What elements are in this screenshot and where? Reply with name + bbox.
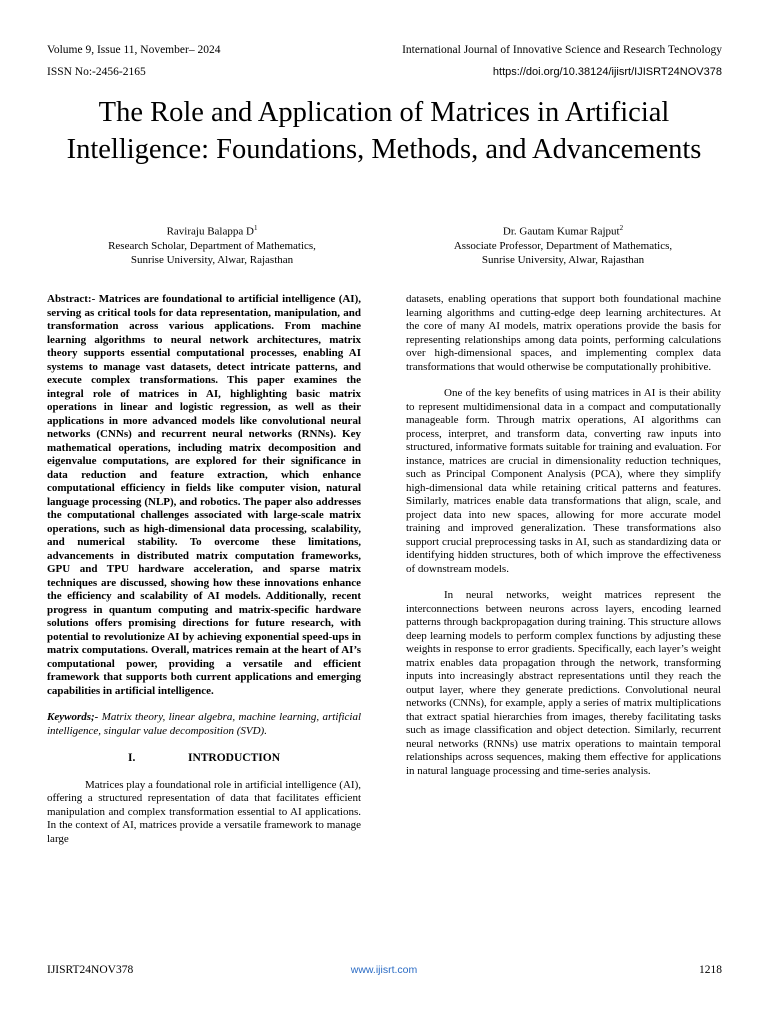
intro-paragraph-1: Matrices play a foundational role in artificial intelligence (AI), offering a structured representation of data that facilitates efficient manipulation and complex transformation essential to AI applications. In the context of AI, matrices provide a versatile framework to manage large [47,778,361,845]
author-2-name: Dr. Gautam Kumar Rajput [502,225,620,238]
header-volume: Volume 9, Issue 11, November– 2024 [47,44,221,56]
author-2-role: Associate Professor, Department of Mathematics, [453,239,673,252]
right-paragraph-2: One of the key benefits of using matrices in AI is their ability to represent multidimensional data in a compact and computationally manageable form. Through matrix operations, AI algorithms can process, interpret, and transform data, converting raw inputs into structured, informative formats suitable for training and evaluation. For instance, matrices are crucial in dimensionality reduction techniques, such as Principal Component Analysis (PCA), where they simplify high-dimensional data while retaining critical patterns and features. Similarly, matrices enable data transformations that align, scale, and project data into new spaces, allowing for more accurate model training and improved generalization. These transformations also support crucial preprocessing tasks in AI, such as standardizing data or identifying hidden structures, both of which improve the effectiveness of downstream models. [406,387,721,575]
author-1-sup: 1 [253,224,258,232]
header-issn: ISSN No:-2456-2165 [47,66,146,78]
left-column [47,293,361,846]
footer-website[interactable]: www.ijisrt.com [350,964,418,976]
paper-title: The Role and Application of Matrices in Artificial Intelligence: Foundations, Methods, and Advancements [66,97,702,165]
author-1 [47,221,377,267]
section-number: I. [127,752,136,764]
author-2-sup: 2 [619,224,624,232]
abstract: Abstract:- Matrices are foundational to artificial intelligence (AI), serving as critical tools for data representation, manipulation, and transformation across various applications. From machine learning algorithms to neural network architectures, matrix theory supports essential computational processes, enabling AI systems to manage vast datasets, detect intricate patterns, and execute complex transformations. This paper examines the integral role of matrices in AI, highlighting basic matrix operations in linear and logistic regression, as well as their applications in more advanced models like convolutional neural networks (CNNs) and recurrent neural networks (RNNs). Key mathematical operations, including matrix decomposition and eigenvalue computations, are explored for their significance in data reduction and feature extraction, which enhance computational efficiency in fields like computer vision, natural language processing (NLP), and robotics. The paper also addresses the computational challenges associated with large-scale matrix operations, such as high-dimensional data processing, scalability, and numerical stability. To overcome these limitations, advancements in distributed matrix computation frameworks, GPU and TPU hardware acceleration, and sparse matrix techniques are discussed, showing how these innovations enhance the efficiency and scalability of AI models. Additionally, recent progress in quantum computing and matrix-specific hardware solutions offers promising directions for future research, with potential to revolutionize AI by achieving exponential speed-ups in matrix computations. Overall, matrices remain at the heart of AI’s computational power, providing a versatile and efficient framework that supports both current applications and emerging capabilities in artificial intelligence. [47,293,361,697]
author-2-affiliation: Sunrise University, Alwar, Rajasthan [481,253,645,266]
keywords-label: Keywords;- [47,711,99,723]
author-1-affiliation: Sunrise University, Alwar, Rajasthan [130,253,294,266]
author-1-name: Raviraju Balappa D [166,225,254,238]
section-heading [47,752,361,766]
header-journal: International Journal of Innovative Science and Research Technology [402,44,722,56]
footer-paper-id: IJISRT24NOV378 [47,964,134,976]
right-column [406,293,721,778]
author-2 [398,221,728,267]
keywords-text: Matrix theory, linear algebra, machine learning, artificial intelligence, singular value decomposition (SVD). [47,711,362,737]
keywords [47,711,361,738]
header-doi[interactable]: https://doi.org/10.38124/ijisrt/IJISRT24NOV378 [492,66,722,78]
section-title: INTRODUCTION [187,752,280,764]
footer-page-number: 1218 [699,964,722,976]
author-1-role: Research Scholar, Department of Mathematics, [108,239,316,252]
right-paragraph-3: In neural networks, weight matrices represent the interconnections between neurons across layers, encoding learned patterns through backpropagation during training. This structure allows deep learning models to perform complex functions by adjusting these weights in response to error gradients. Specifically, each layer’s weight matrix enables data propagation through the network, transforming inputs into increasingly abstract representations until they reach the output layer, where they generate predictions. Convolutional neural networks (CNNs), for example, apply a series of matrix multiplications that extract spatial hierarchies from images, thereby facilitating tasks such as image classification and object detection. Similarly, recurrent neural networks (RNNs) use matrix operations to maintain temporal relationships across sequences, making them effective for applications in natural language processing and time-series analysis. [406,589,721,777]
right-paragraph-1: datasets, enabling operations that support both foundational machine learning algorithms and cutting-edge deep learning architectures. At the core of many AI models, matrix operations provide the basis for representing relationships among data points, performing calculations over high-dimensional spaces, and implementing complex data transformations that would otherwise be computationally prohibitive. [406,293,721,373]
